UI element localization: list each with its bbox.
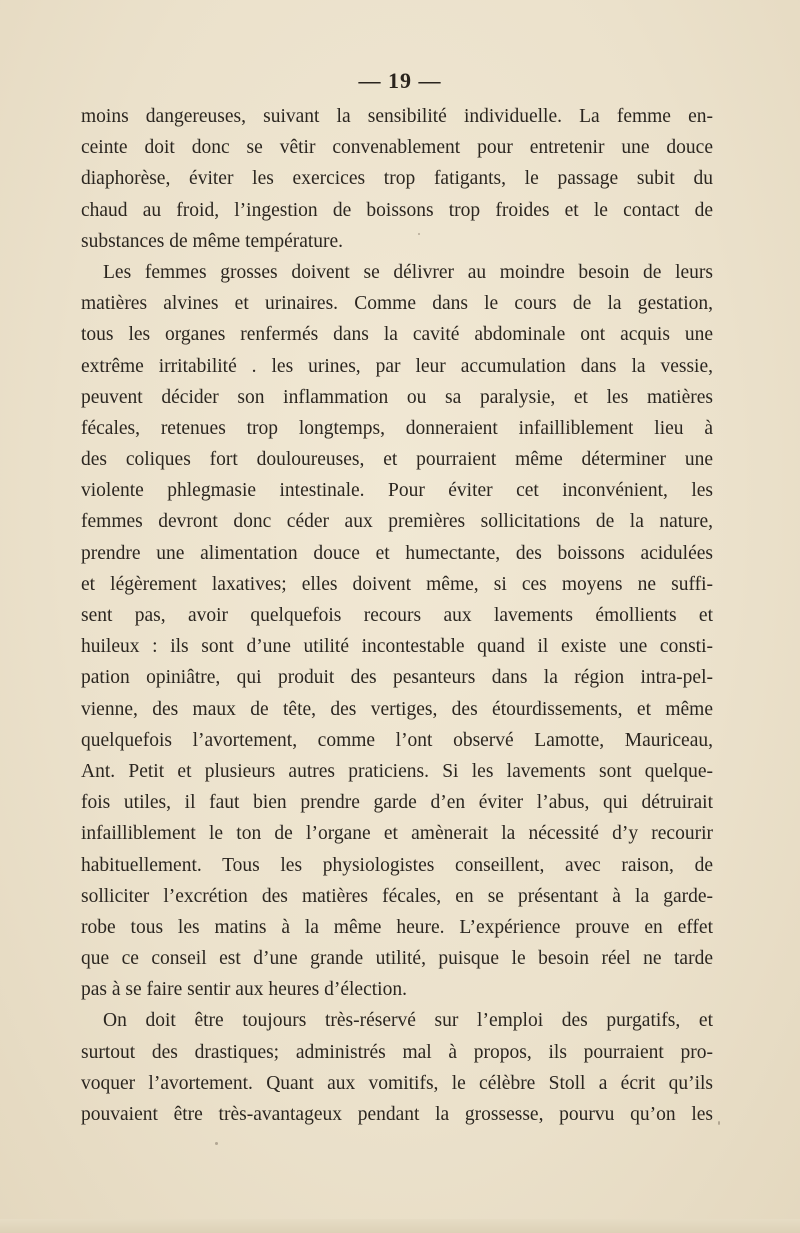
text-line: que ce conseil est d’une grande utilité, puisque le besoin réel ne tarde <box>81 948 713 970</box>
paper-speck <box>718 1121 720 1125</box>
text-line: violente phlegmasie intestinale. Pour éviter cet inconvénient, les <box>81 480 713 502</box>
text-line: voquer l’avortement. Quant aux vomitifs, le célèbre Stoll a écrit qu’ils <box>81 1072 713 1094</box>
text-line: pation opiniâtre, qui produit des pesanteurs dans la région intra-pel- <box>81 667 713 689</box>
text-line: pouvaient être très-avantageux pendant la grossesse, pourvu qu’on les <box>81 1104 713 1125</box>
text-line: des coliques fort douloureuses, et pourraient même déterminer une <box>81 449 713 471</box>
page-bottom-edge <box>0 1219 800 1233</box>
text-line: Ant. Petit et plusieurs autres praticiens. Si les lavements sont quelque- <box>81 760 713 782</box>
text-line: Les femmes grosses doivent se délivrer au moindre besoin de leurs <box>103 261 713 283</box>
text-line: moins dangereuses, suivant la sensibilité individuelle. La femme en- <box>81 106 713 127</box>
text-line: fois utiles, il faut bien prendre garde d’en éviter l’abus, qui détruirait <box>81 792 713 814</box>
text-line: substances de même température. <box>81 230 344 252</box>
text-line: pas à se faire sentir aux heures d’élection. <box>81 979 407 1001</box>
text-line: diaphorèse, éviter les exercices trop fatigants, le passage subit du <box>81 168 713 190</box>
text-line: quelquefois l’avortement, comme l’ont observé Lamotte, Mauriceau, <box>81 729 713 751</box>
text-line: fécales, retenues trop longtemps, donneraient infailliblement lieu à <box>81 417 713 439</box>
text-line: peuvent décider son inflammation ou sa paralysie, et les matières <box>81 386 713 408</box>
text-line: habituellement. Tous les physiologistes conseillent, avec raison, de <box>81 854 713 876</box>
text-line: et légèrement laxatives; elles doivent même, si ces moyens ne suffi- <box>81 573 713 595</box>
text-line: huileux : ils sont d’une utilité incontestable quand il existe une consti- <box>81 636 713 658</box>
text-line: prendre une alimentation douce et humectante, des boissons acidulées <box>81 542 713 564</box>
text-line: infailliblement le ton de l’organe et amènerait la nécessité d’y recourir <box>81 823 713 845</box>
paper-speck <box>215 1142 218 1145</box>
text-line: matières alvines et urinaires. Comme dans le cours de la gestation, <box>81 293 713 315</box>
text-line: robe tous les matins à la même heure. L’expérience prouve en effet <box>81 916 713 938</box>
paper-speck <box>418 233 420 235</box>
text-line: femmes devront donc céder aux premières sollicitations de la nature, <box>81 511 713 533</box>
text-line: On doit être toujours très-réservé sur l’emploi des purgatifs, et <box>103 1010 713 1032</box>
text-line: surtout des drastiques; administrés mal à propos, ils pourraient pro- <box>81 1041 713 1063</box>
text-line: ceinte doit donc se vêtir convenablement pour entretenir une douce <box>81 137 713 159</box>
text-line: vienne, des maux de tête, des vertiges, des étourdissements, et même <box>81 698 713 720</box>
text-line: tous les organes renfermés dans la cavité abdominale ont acquis une <box>81 324 713 346</box>
body-text <box>81 101 713 1130</box>
page-number: — 19 — <box>358 68 442 93</box>
text-line: chaud au froid, l’ingestion de boissons trop froides et le contact de <box>81 199 713 221</box>
text-line: sent pas, avoir quelquefois recours aux lavements émollients et <box>81 605 713 626</box>
text-line: solliciter l’excrétion des matières fécales, en se présentant à la garde- <box>81 885 713 907</box>
text-line: extrême irritabilité . les urines, par leur accumulation dans la vessie, <box>81 355 713 377</box>
